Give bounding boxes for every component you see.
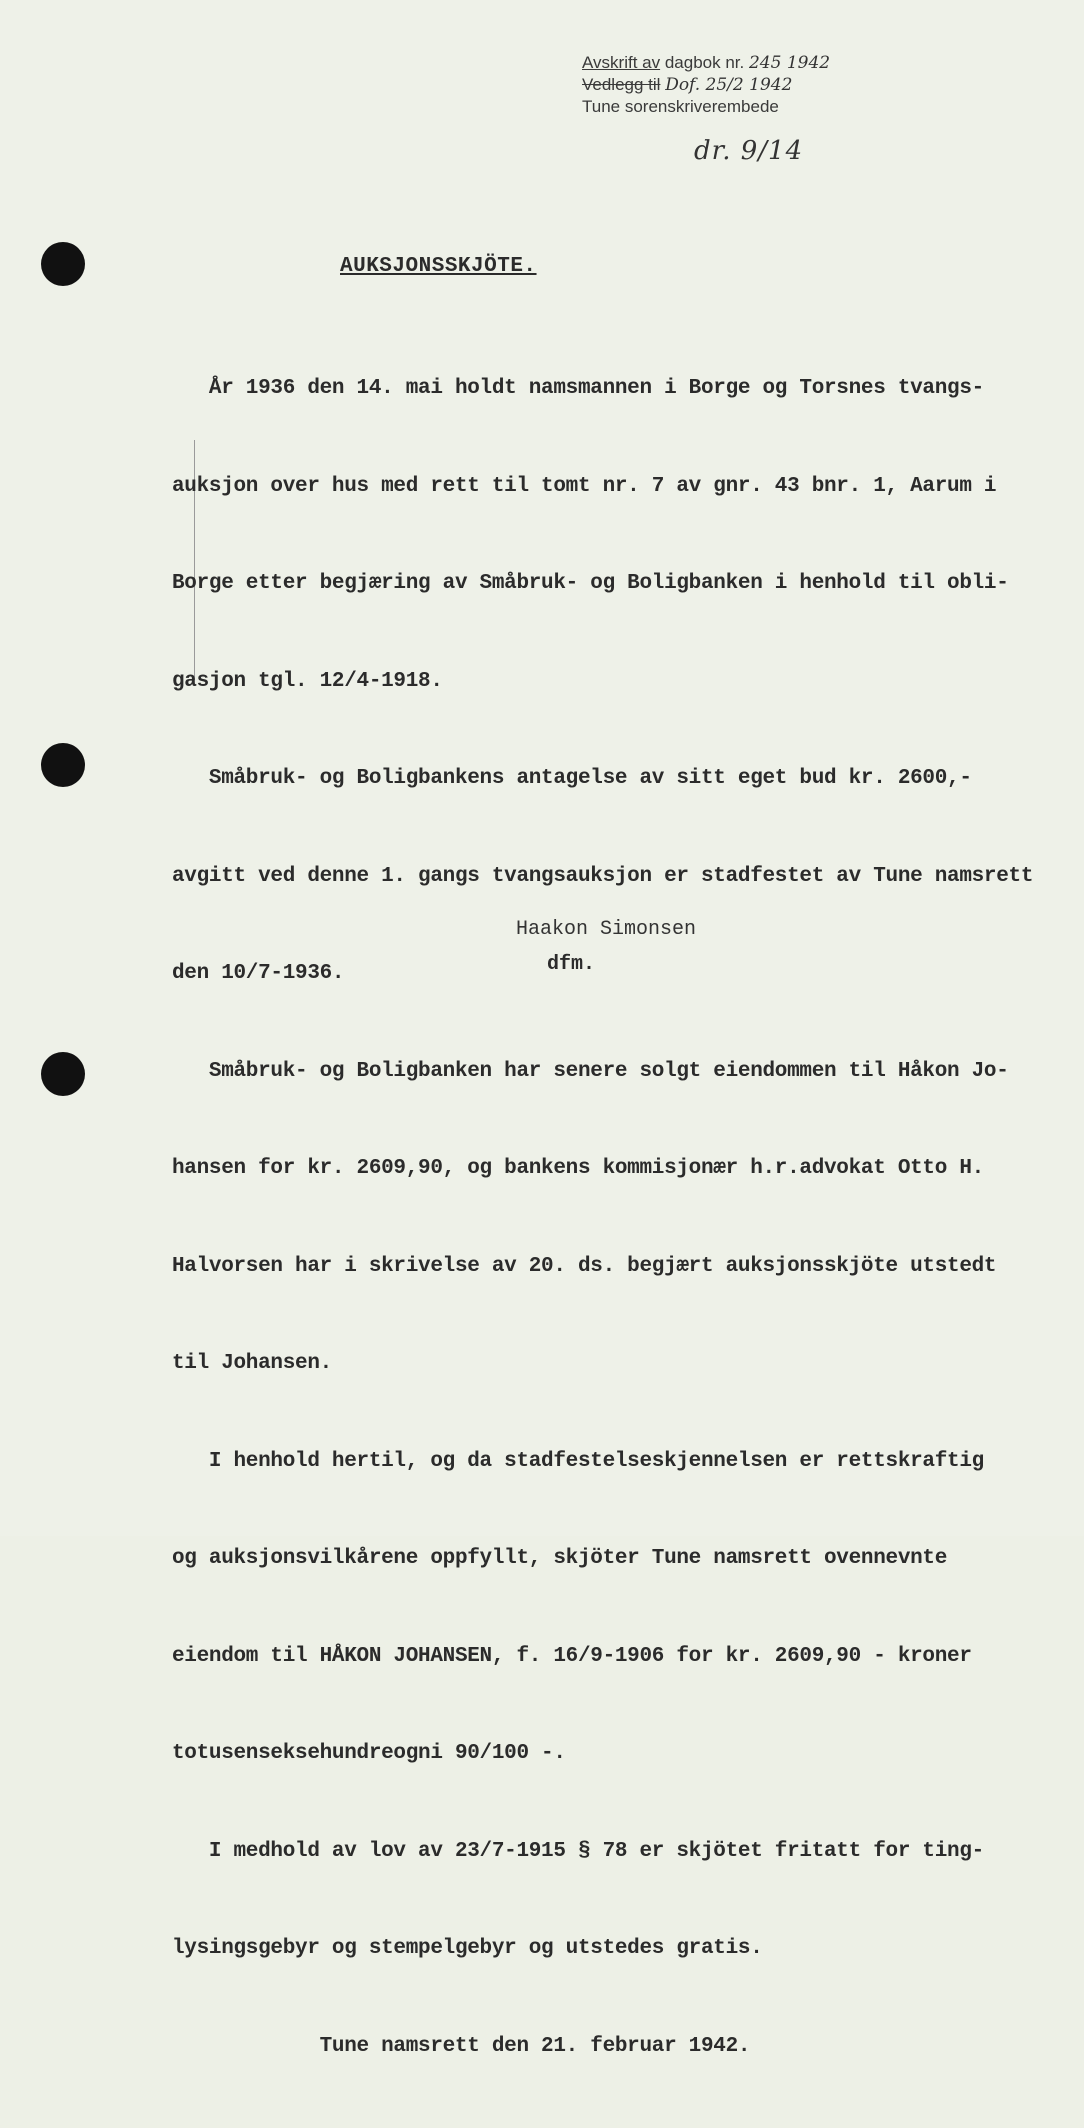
document-body — [172, 308, 1072, 2128]
document-title: AUKSJONSSKJÖTE. — [340, 255, 537, 278]
body-line: Tune namsrett den 21. februar 1942. — [172, 2034, 751, 2058]
signature-name: Haakon Simonsen — [516, 918, 697, 941]
body-line: til Johansen. — [172, 1352, 332, 1375]
body-line: År 1936 den 14. mai holdt namsmannen i Borge og Torsnes tvangs- — [172, 377, 984, 400]
body-line: den 10/7-1936. — [172, 962, 345, 985]
stamp-office: Tune sorenskriverembede — [582, 97, 779, 116]
body-line: Småbruk- og Boligbankens antagelse av sitt eget bud kr. 2600,- — [172, 767, 972, 790]
body-line: hansen for kr. 2609,90, og bankens kommisjonær h.r.advokat Otto H. — [172, 1157, 984, 1180]
punch-hole-icon — [41, 743, 85, 787]
punch-hole-icon — [41, 1052, 85, 1096]
body-line: totusenseksehundreogni 90/100 -. — [172, 1742, 566, 1765]
body-line: avgitt ved denne 1. gangs tvangsauksjon er stadfestet av Tune namsrett — [172, 864, 1034, 888]
stamp-dagbok-label: dagbok nr. — [664, 53, 745, 72]
body-line: eiendom til HÅKON JOHANSEN, f. 16/9-1906 for kr. 2609,90 - kroner — [172, 1644, 972, 1668]
body-line: gasjon tgl. 12/4-1918. — [172, 669, 443, 693]
stamp-avskrift-label: Avskrift av — [582, 53, 661, 72]
body-line: Borge etter begjæring av Småbruk- og Boligbanken i henhold til obli- — [172, 572, 1009, 595]
body-line: Halvorsen har i skrivelse av 20. ds. begjært auksjonsskjöte utstedt — [172, 1254, 997, 1278]
stamp-vedlegg-label: Vedlegg til — [582, 75, 661, 94]
stamp-date-handwritten: Dof. 25/2 1942 — [665, 75, 793, 95]
body-line: I henhold hertil, og da stadfestelseskjennelsen er rettskraftig — [172, 1449, 984, 1473]
signature-title: dfm. — [547, 953, 596, 976]
body-line: og auksjonsvilkårene oppfyllt, skjöter Tune namsrett ovennevnte — [172, 1547, 948, 1570]
body-line: auksjon over hus med rett til tomt nr. 7 av gnr. 43 bnr. 1, Aarum i — [172, 474, 997, 498]
body-line: I medhold av lov av 23/7-1915 § 78 er skjötet fritatt for ting- — [172, 1839, 984, 1863]
handwritten-reference: dr. 9/14 — [694, 136, 804, 166]
body-line: Småbruk- og Boligbanken har senere solgt eiendommen til Håkon Jo- — [172, 1059, 1009, 1083]
stamp-dagbok-number: 245 1942 — [748, 53, 831, 73]
punch-hole-icon — [41, 242, 85, 286]
body-line: lysingsgebyr og stempelgebyr og utstedes gratis. — [172, 1937, 763, 1960]
registry-stamp — [582, 52, 830, 118]
